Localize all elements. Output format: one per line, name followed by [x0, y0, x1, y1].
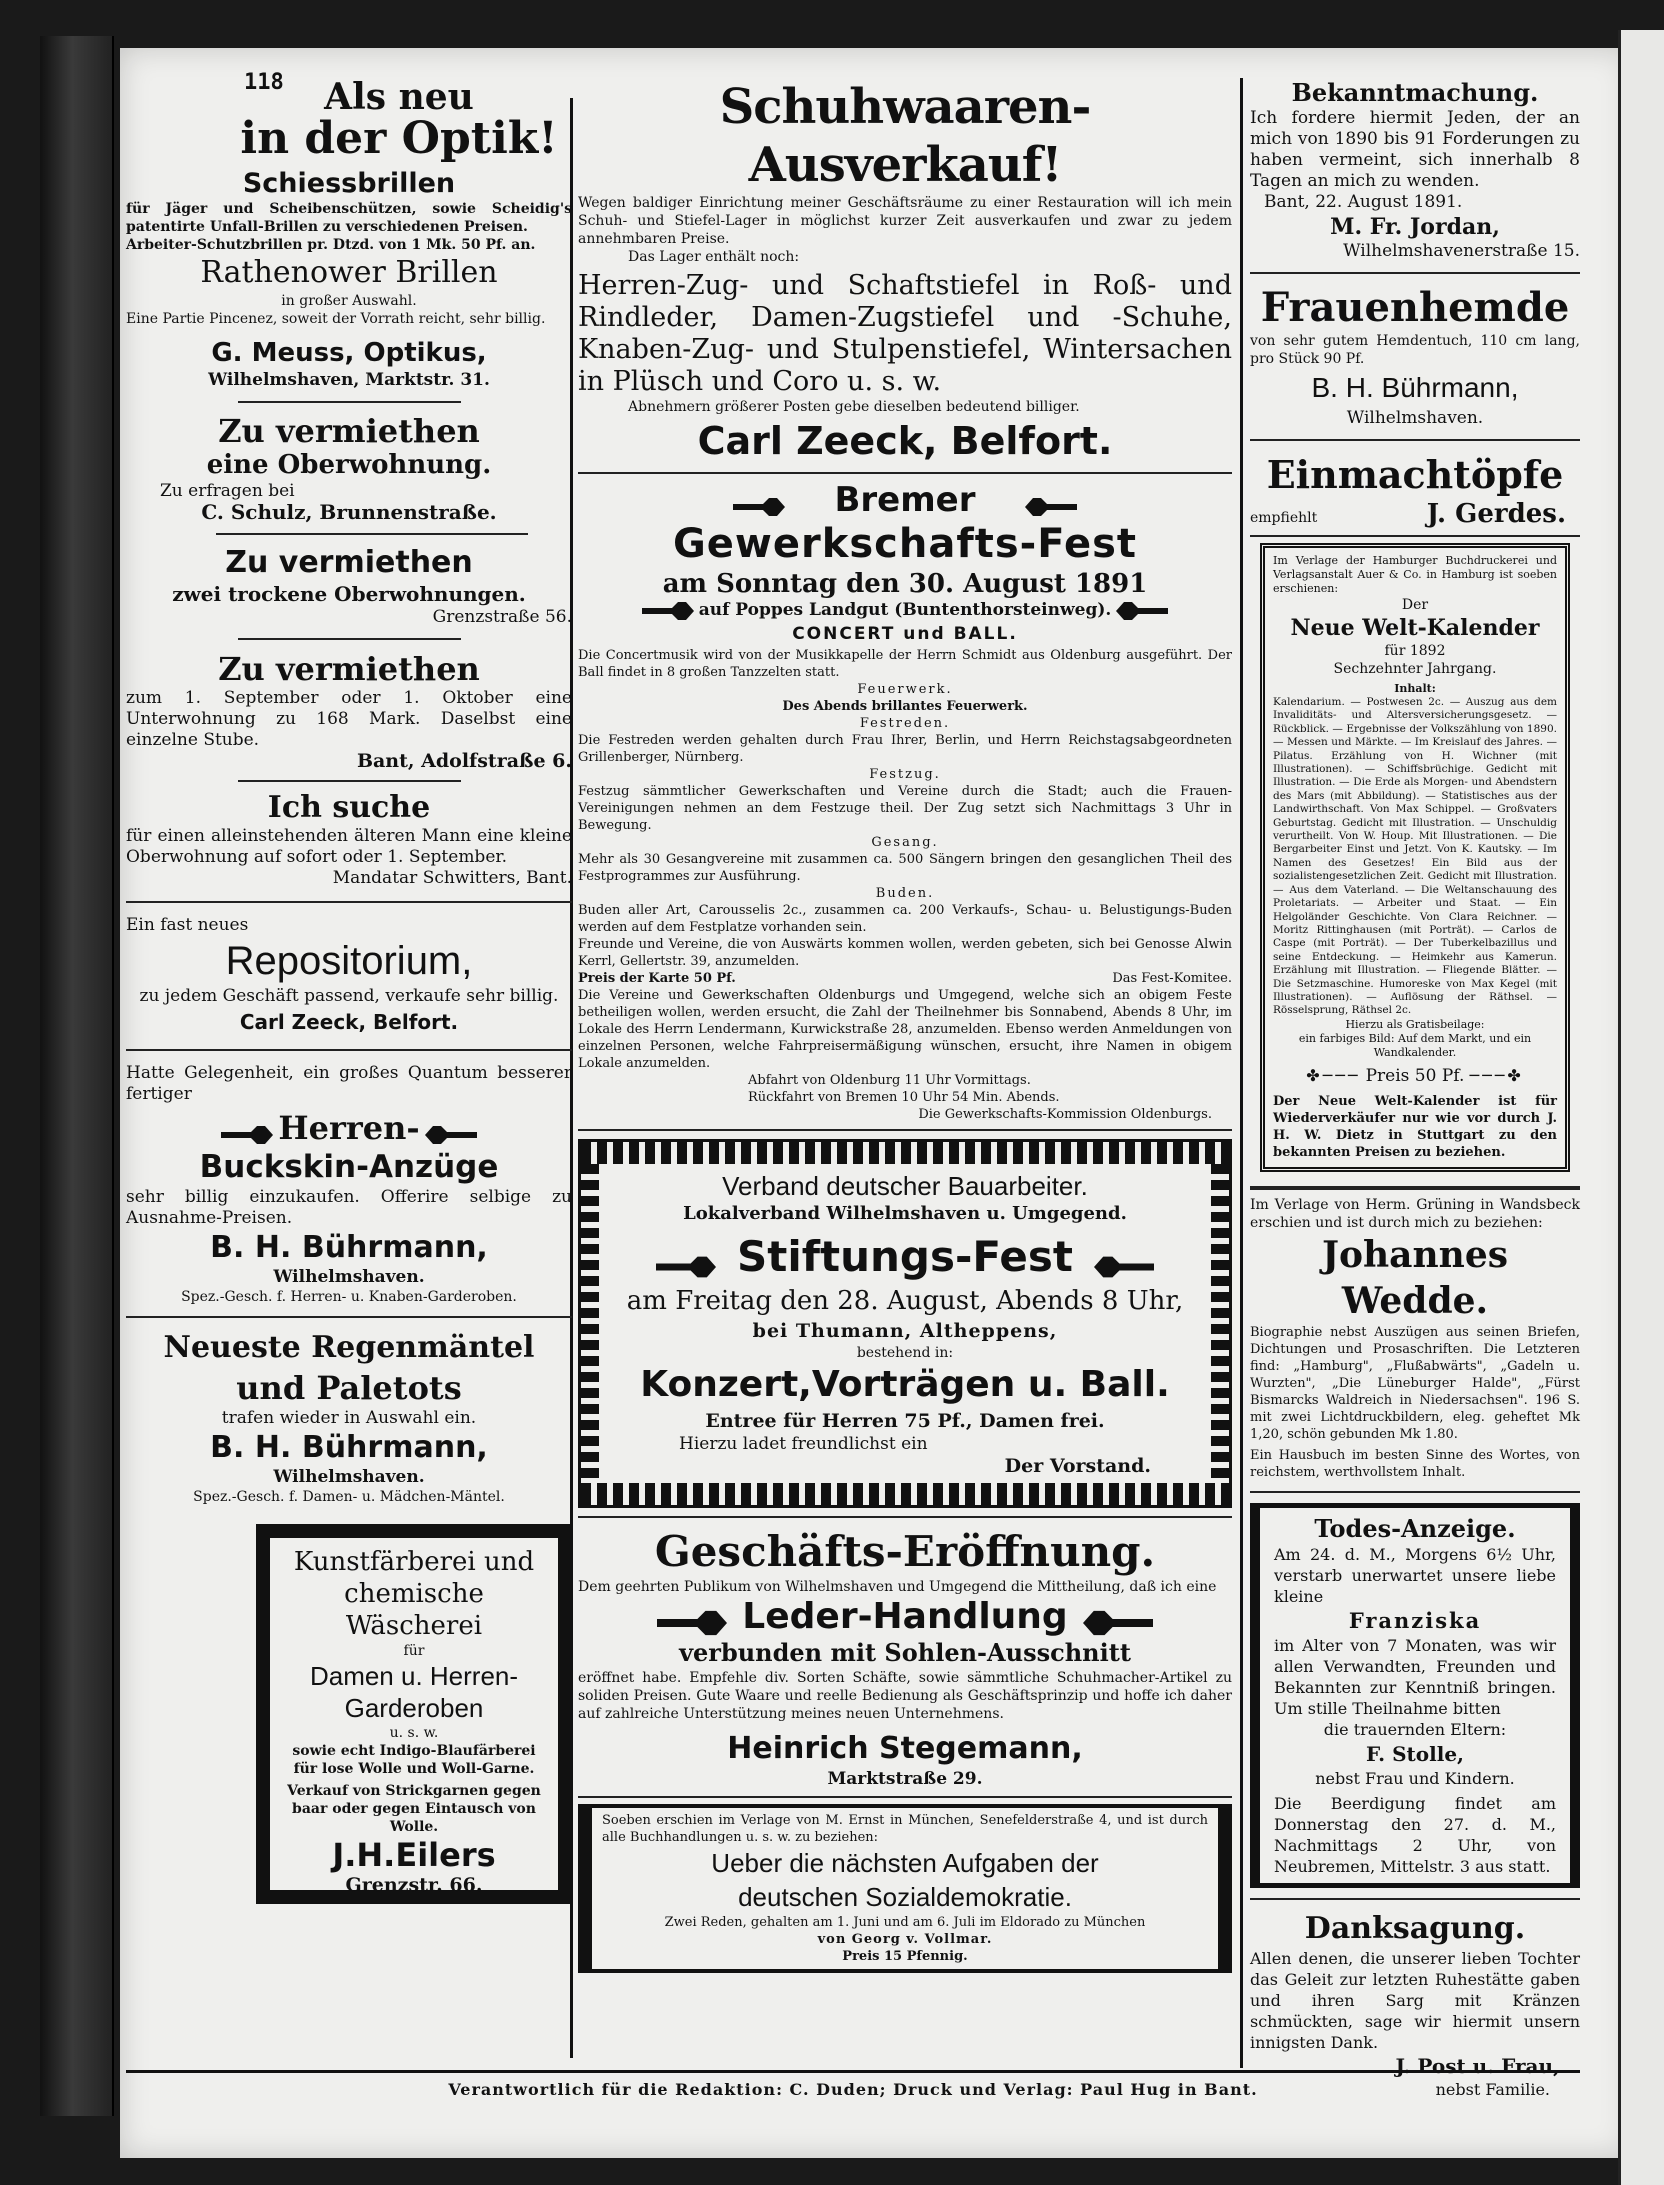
ad-eilers-text1: sowie echt Indigo-Blaufärberei für lose Wolle und Woll-Garne.: [292, 1743, 536, 1777]
pointing-hand-right-icon: [642, 602, 694, 620]
ad-eilers-addr: Grenzstr. 66.: [345, 1874, 483, 1896]
ad-eilers-text2: Verkauf von Strickgarnen gegen baar oder gegen Eintausch von Wolle.: [287, 1783, 541, 1835]
ad-dank-family: nebst Familie.: [1435, 2079, 1550, 2099]
ad-bekannt-text: Ich fordere hiermit Jeden, der an mich von 1890 bis 91 Forderungen zu haben vermeint, sich innerhalb 8 Tagen an mich zu wenden.: [1250, 108, 1580, 191]
ornamental-border-top: [581, 1142, 1229, 1164]
ad-todes-title: Todes-Anzeige.: [1314, 1513, 1516, 1543]
divider: [1250, 535, 1580, 537]
ad-eroeffnung-big: Leder-Handlung: [742, 1595, 1068, 1637]
pointing-hand-left-icon: [1116, 602, 1168, 620]
pointing-hand-left-icon: [1083, 1610, 1153, 1636]
ad-suche-text: für einen alleinstehenden älteren Mann eine kleine Oberwohnung auf sofort oder 1. September.: [126, 826, 572, 867]
ad-einmacht-title: Einmachtöpfe: [1266, 452, 1564, 497]
ad-kalender-text2: Der Neue Welt-Kalender ist für Wiederverkäufer nur wie vor durch J. H. W. Dietz in Stuttgart zu den bekannten Preisen zu beziehen.: [1273, 1093, 1557, 1160]
ad-schuh-big: Herren-Zug- und Schaftstiefel in Roß- und Rindleder, Damen-Zugstiefel und -Schuhe, Knaben-Zug- und Stulpenstiefel, Wintersachen in Plüsch und Coro u. s. w.: [578, 270, 1232, 397]
divider: [1250, 1898, 1580, 1900]
ad-wedde-text3: Ein Hausbuch im besten Sinne des Wortes, von reichstem, werthvollstem Inhalt.: [1250, 1447, 1580, 1480]
ad-schuh-firm: Carl Zeeck, Belfort.: [697, 419, 1113, 463]
ad-buckskin-city: Wilhelmshaven.: [273, 1267, 425, 1287]
ad-stiftung-invite: Hierzu ladet freundlichst ein: [679, 1433, 928, 1454]
ad-todes-text1: Am 24. d. M., Morgens 6½ Uhr, verstarb unerwartet unsere liebe kleine: [1274, 1544, 1556, 1606]
pointing-hand-right-icon: [729, 498, 789, 516]
ad-vollmar-title2: deutschen Sozialdemokratie.: [738, 1881, 1072, 1912]
ad-eilers-firm: J.H.Eilers: [332, 1836, 496, 1874]
ad-todes-box: [1250, 1503, 1580, 1888]
ad-dank-text: Allen denen, die unserer lieben Tochter das Geleit zur letzten Ruhestätte gaben und ihren Sarg mit Kränzen schmückten, sage wir hiermit unsern innigsten Dank.: [1250, 1948, 1580, 2052]
ad-frauenhemde-firm: B. H. Bührmann,: [1311, 372, 1519, 403]
ad-buckskin-title-row: [126, 1109, 572, 1147]
ad-frauenhemde-text: von sehr gutem Hemdentuch, 110 cm lang, pro Stück 90 Pf.: [1250, 333, 1580, 367]
ad-kalender-box: [1260, 543, 1570, 1172]
ad-fest-h-gesang: Gesang.: [871, 835, 939, 850]
ad-todes-family: nebst Frau und Kindern.: [1315, 1768, 1515, 1788]
ad-stiftung-lokal: Lokalverband Wilhelmshaven u. Umgegend.: [683, 1203, 1127, 1224]
pointing-hand-right-icon: [221, 1126, 273, 1144]
ad-todes-text3: Die Beerdigung findet am Donnerstag den 27. d. M., Nachmittags 2 Uhr, von Neubremen, Mittelstr. 3 aus statt.: [1274, 1793, 1556, 1876]
ad-buckskin-title2: Buckskin-Anzüge: [199, 1149, 499, 1185]
divider: [578, 1129, 1232, 1131]
divider: [578, 1516, 1232, 1518]
divider: [578, 1796, 1232, 1798]
ad-optik-text1: für Jäger und Scheibenschützen, sowie Scheidig's patentirte Unfall-Brillen zu verschiedenen Preisen.: [126, 201, 572, 235]
divider: [1250, 1491, 1580, 1493]
ad-fest-komitee: Das Fest-Komitee.: [1112, 971, 1232, 986]
ad-vermiethen1-title: Zu vermiethen: [218, 412, 480, 450]
column-left: [126, 78, 572, 2068]
column-middle: [578, 78, 1232, 2068]
ad-schuh-text3: Abnehmern größerer Posten gebe dieselben bedeutend billiger.: [628, 399, 1080, 415]
ad-frauenhemde-title: Frauenhemde: [1260, 284, 1570, 331]
ad-kalender-year: für 1892: [1384, 643, 1446, 659]
ad-vermiethen2-addr: Grenzstraße 56.: [432, 607, 572, 627]
ad-repositorium-text: zu jedem Geschäft passend, verkaufe sehr billig.: [139, 986, 559, 1006]
divider: [126, 901, 572, 903]
ad-regen-city: Wilhelmshaven.: [273, 1467, 425, 1487]
ad-regen-title2: und Paletots: [236, 1369, 462, 1407]
pointing-hand-left-icon: [1094, 1250, 1154, 1284]
divider: [126, 1049, 572, 1051]
ad-schuh-text2: Das Lager enthält noch:: [628, 249, 800, 265]
ad-fest-t-freunde: Freunde und Vereine, die von Auswärts kommen wollen, werden gebeten, sich bei Genosse Alwin Kerrl, Gellertstr. 39, anzumelden.: [578, 937, 1232, 969]
ad-vollmar-author: von Georg v. Vollmar.: [817, 1931, 993, 1947]
ad-eroeffnung-title: Geschäfts-Eröffnung.: [654, 1526, 1156, 1576]
ad-buckskin-text1: Hatte Gelegenheit, ein großes Quantum besserer fertiger: [126, 1063, 572, 1104]
ad-buckskin-text2: sehr billig einzukaufen. Offerire selbige zu Ausnahme-Preisen.: [126, 1187, 572, 1228]
ad-stiftung-title-row: [609, 1232, 1201, 1284]
ad-fest-h-buden: Buden.: [875, 886, 935, 901]
ad-repositorium-sign: Carl Zeeck, Belfort.: [239, 1010, 459, 1034]
ad-vermiethen2-title: Zu vermiethen: [225, 545, 473, 580]
ad-eroeffnung-firm: Heinrich Stegemann,: [727, 1730, 1083, 1766]
ad-optik-title2: in der Optik!: [240, 113, 558, 164]
ad-optik-title1: Als neu: [324, 76, 474, 118]
ad-vollmar-box: [578, 1804, 1232, 1973]
ad-todes-name: Franziska: [1348, 1607, 1482, 1633]
ad-buckskin-title1: Herren-: [278, 1109, 420, 1147]
ad-kalender-price-row: [1273, 1066, 1557, 1087]
ad-eilers-title1: Kunstfärberei und: [293, 1547, 535, 1577]
ad-vermiethen2-sub: zwei trockene Oberwohnungen.: [172, 582, 526, 606]
ad-optik: [226, 78, 572, 162]
ad-suche-title: Ich suche: [267, 790, 431, 825]
ad-kalender-beilage: ein farbiges Bild: Auf dem Markt, und ein Wandkalender.: [1298, 1031, 1532, 1059]
ad-repositorium-pre: Ein fast neues: [126, 915, 249, 935]
ad-optik-addr: Wilhelmshaven, Marktstr. 31.: [208, 370, 490, 390]
ad-stiftung-place: bei Thumann, Altheppens,: [752, 1319, 1058, 1342]
ad-fest-title-row: [578, 480, 1232, 520]
ad-einmacht-row: [1250, 499, 1580, 529]
column-right: [1250, 78, 1580, 2099]
ad-eroeffnung-addr: Marktstraße 29.: [827, 1768, 983, 1789]
ad-fest-preis-row: [578, 970, 1232, 987]
ad-dank-title: Danksagung.: [1304, 1910, 1526, 1946]
ad-optik-text2: Arbeiter-Schutzbrillen pr. Dtzd. von 1 Mk. 50 Pf. an.: [126, 237, 536, 253]
divider: [216, 533, 528, 535]
book-spine: [40, 36, 114, 2116]
ad-todes-eltern: die trauernden Eltern:: [1323, 1719, 1507, 1739]
ad-stiftung-bestehend: bestehend in:: [856, 1344, 954, 1361]
ad-kalender-inhalt: Inhalt:: [1394, 682, 1436, 695]
ad-vollmar-price: Preis 15 Pfennig.: [842, 1948, 968, 1964]
ad-dank-sign: J. Post u. Frau,: [1395, 2053, 1560, 2078]
ad-eilers-title3: Damen u. Herren-: [309, 1661, 519, 1691]
ad-fest-t-concert: Die Concertmusik wird von der Musikkapelle der Herrn Schmidt aus Oldenburg ausgeführt. Der Ball findet in 8 großen Tanzzelten statt.: [578, 648, 1232, 680]
ad-kalender-text1: Im Verlage der Hamburger Buchdruckerei und Verlagsanstalt Auer & Co. in Hamburg ist soeben erschienen:: [1273, 554, 1557, 595]
ad-vollmar-text1: Soeben erschien im Verlage von M. Ernst in München, Senefelderstraße 4, und ist durch alle Buchhandlungen u. s. w. zu beziehen:: [602, 1812, 1208, 1845]
ad-eilers-box: [256, 1524, 572, 1904]
ad-regen-title1: Neueste Regenmäntel: [163, 1330, 535, 1365]
ad-fest-t-buden: Buden aller Art, Carousselis 2c., zusammen ca. 200 Verkaufs-, Schau- u. Belustigungs-Buden werden auf dem Festplatze vorhanden sein.: [578, 903, 1232, 935]
ad-vermiethen1-name: C. Schulz, Brunnenstraße.: [201, 500, 497, 524]
ad-suche-sign: Mandatar Schwitters, Bant.: [332, 868, 572, 888]
divider: [126, 1316, 572, 1318]
ad-fest-title2: Gewerkschafts-Fest: [672, 521, 1138, 567]
ad-fest-date: am Sonntag den 30. August 1891: [662, 569, 1148, 599]
ad-kalender-jahrgang: Sechzehnter Jahrgang.: [1333, 661, 1497, 677]
ornamental-border-right: [1211, 1164, 1229, 1483]
ad-bekannt-date: Bant, 22. August 1891.: [1264, 192, 1463, 212]
ad-optik-sub: Schiessbrillen: [242, 168, 456, 199]
ad-vermiethen3-addr: Bant, Adolfstraße 6.: [356, 750, 572, 772]
page-number: 118: [244, 70, 284, 95]
pointing-hand-right-icon: [656, 1250, 716, 1284]
ad-bekannt-title: Bekanntmachung.: [1291, 78, 1539, 107]
pointing-hand-right-icon: [657, 1610, 727, 1636]
ad-fest-kommission: Die Gewerkschafts-Kommission Oldenburgs.: [918, 1107, 1212, 1122]
ad-wedde-title: Johannes Wedde.: [1321, 1233, 1509, 1322]
ad-repositorium-title: Repositorium,: [225, 939, 473, 983]
ad-fest-t-gesang: Mehr als 30 Gesangvereine mit zusammen ca. 500 Sängern bringen den gesanglichen Theil des Festprogrammes zur Ausführung.: [578, 852, 1232, 884]
ad-vollmar-text2: Zwei Reden, gehalten am 1. Juni und am 6. Juli im Eldorado zu München: [664, 1914, 1146, 1930]
divider: [1250, 1186, 1580, 1190]
divider: [1250, 272, 1580, 274]
ad-schuh-title: Schuhwaaren-Ausverkauf!: [719, 79, 1091, 193]
ad-fest-abfahrt: Abfahrt von Oldenburg 11 Uhr Vormittags.: [748, 1073, 1031, 1088]
ad-regen-spec: Spez.-Gesch. f. Damen- u. Mädchen-Mäntel.: [193, 1489, 505, 1505]
footer-imprint: Verantwortlich für die Redaktion: C. Duden; Druck und Verlag: Paul Hug in Bant.: [448, 2080, 1258, 2099]
ad-optik-firm: G. Meuss, Optikus,: [211, 338, 487, 368]
ad-eroeffnung-text1: Dem geehrten Publikum von Wilhelmshaven und Umgegend die Mittheilung, daß ich eine: [578, 1578, 1217, 1595]
ad-eilers-usw: u. s. w.: [389, 1725, 439, 1741]
ad-frauenhemde-city: Wilhelmshaven.: [1346, 408, 1484, 428]
ad-stiftung-box: [578, 1139, 1232, 1508]
ad-kalender-price: Preis 50 Pf.: [1365, 1065, 1465, 1086]
ad-fest-rueckfahrt: Rückfahrt von Bremen 10 Uhr 54 Min. Abends.: [748, 1090, 1060, 1105]
ad-kalender-der: Der: [1401, 597, 1429, 613]
ad-vollmar-title1: Ueber die nächsten Aufgaben der: [711, 1847, 1099, 1878]
ad-kalender-content: Kalendarium. — Postwesen 2c. — Auszug aus dem Invaliditäts- und Altersversicherungsgesetz. — Rückblick. — Ergebnisse der Volkszählung von 1890. — Messen und Märkte. — Im Kreislauf des Jahres. — Pilatus. Erzählung von H. Wichner (mit Illustrationen). — Schiffsbrüchige. Gedicht mit Illustration. — Die Erde als Morgen- und Abendstern des Mars (mit Abbildung). — Statistisches aus der Landwirthschaft. Von Max Schippel. — Großvaters Geburtstag. Gedicht mit Illustration. — Unschuldig verurtheilt. Von W. Houp. Mit Illustrationen. — Die Bergarbeiter Einst und Jetzt. Von K. Kautsky. — Im Namen des Gesetzes! Ein Bild aus der sozialistengesetzlichen Zeit. Gedicht mit Illustration. — Aus dem Vaterland. — Die Weltanschauung des Proletariats. — Arbeiter und Staat. — Ein Helgoländer Geschichte. Von Clara Reichner. — Moritz Rittinghausen (mit Porträt). — Carlos de Caspe (mit Porträt). — Der Tuberkelbazillus und seine Entdeckung. — Heimkehr aus Kamerun. Erzählung mit Illustration. — Fliegende Blätter. — Die Setzmaschine. Humoreske von Max Kegel (mit Illustrationen). — Auflösung der Räthsel. — Rösselsprung, Räthsel 2c.: [1273, 696, 1557, 1017]
column-rule-right: [1240, 78, 1243, 2068]
ad-regen-text: trafen wieder in Auswahl ein.: [221, 1408, 477, 1428]
divider: [238, 638, 461, 640]
ad-optik-heading2: Rathenower Brillen: [200, 255, 498, 290]
ad-stiftung-entree: Entree für Herren 75 Pf., Damen frei.: [705, 1409, 1105, 1432]
ad-vermiethen3-title: Zu vermiethen: [218, 650, 480, 688]
ad-regen-firm: B. H. Bührmann,: [210, 1430, 488, 1465]
ad-stiftung-title: Stiftungs-Fest: [737, 1232, 1073, 1281]
ornamental-border-left: [581, 1164, 599, 1483]
divider: [238, 401, 461, 403]
pointing-hand-left-icon: [425, 1126, 477, 1144]
ad-fest-h-zug: Festzug.: [869, 767, 941, 782]
ad-fest-preis: Preis der Karte 50 Pf.: [578, 971, 736, 986]
ad-wedde-text2: Biographie nebst Auszügen aus seinen Briefen, Dichtungen und Prosaschriften. Die Letzteren find: „Hamburg", „Flußabwärts", „Gadeln u. Wurzten", „Die Lüneburger Halde", „Fürst Bismarcks Waldreich in Niedersachsen". 196 S. mit zwei Lichtdruckbildern, eleg. geheftet Mk 1,20, schön gebunden Mk 1.80.: [1250, 1324, 1580, 1442]
divider: [578, 472, 1232, 474]
ad-wedde-text1: Im Verlage von Herm. Grüning in Wandsbeck erschien und ist durch mich zu beziehen:: [1250, 1196, 1580, 1231]
ad-eroeffnung-sub: verbunden mit Sohlen-Ausschnitt: [679, 1637, 1131, 1667]
footer-rule: [126, 2070, 1580, 2073]
ad-vermiethen1-text: Zu erfragen bei: [160, 481, 295, 501]
ad-kalender-gratis: Hierzu als Gratisbeilage:: [1345, 1017, 1485, 1031]
ad-stiftung-inner: [599, 1164, 1211, 1483]
ad-fest-t-reden: Die Festreden werden gehalten durch Frau Ihrer, Berlin, und Herrn Reichstagsabgeordneten Grillenberger, Nürnberg.: [578, 733, 1232, 765]
ad-eilers-fuer: für: [403, 1643, 425, 1659]
ad-todes-sign: F. Stolle,: [1365, 1741, 1465, 1766]
ad-vermiethen1-sub: eine Oberwohnung.: [206, 450, 492, 480]
ad-bekannt-addr: Wilhelmshavenerstraße 15.: [1343, 241, 1580, 261]
ad-einmacht-firm: J. Gerdes.: [1426, 499, 1566, 529]
ad-buckskin-spec: Spez.-Gesch. f. Herren- u. Knaben-Garderoben.: [181, 1289, 517, 1305]
ad-todes-text2: im Alter von 7 Monaten, was wir allen Verwandten, Freunden und Bekannten zur Kenntniß bringen. Um stille Theilnahme bitten: [1274, 1635, 1556, 1718]
ad-fest-t-feuer: Des Abends brillantes Feuerwerk.: [782, 699, 1028, 714]
ad-fest-title1: Bremer: [834, 480, 976, 520]
ad-fest-h-feuer: Feuerwerk.: [857, 682, 953, 697]
ad-fest-t-oldenburg: Die Vereine und Gewerkschaften Oldenburgs und Umgegend, welche sich an obigem Feste betheiligen wollen, werden ersucht, die Zahl der Theilnehmer bis Sonnabend, Abends 8 Uhr, im Lokale des Herrn Lendermann, Kurwickstraße 28, anzumelden. Ebenso werden Anmeldungen von einzelnen Personen, welche Fahrpreisermäßigung wünschen, ersucht, ihre Namen in obigem Lokale anzumelden.: [578, 988, 1232, 1071]
ad-fest-t-zug: Festzug sämmtlicher Gewerkschaften und Vereine durch die Stadt; auch die Frauen-Vereinigungen nehmen an dem Festzuge theil. Der Zug setzt sich Nachmittags 3 Uhr in Bewegung.: [578, 784, 1232, 833]
ornamental-border-bottom: [581, 1483, 1229, 1505]
ad-eilers-title2: chemische Wäscherei: [344, 1579, 484, 1641]
ad-fest-h-reden: Festreden.: [859, 716, 951, 731]
ad-bekannt-name: M. Fr. Jordan,: [1330, 214, 1500, 240]
ad-fest-place: auf Poppes Landgut (Buntenthorsteinweg).: [698, 600, 1112, 620]
ad-stiftung-program: Konzert,Vorträgen u. Ball.: [640, 1363, 1170, 1405]
ad-stiftung-date: am Freitag den 28. August, Abends 8 Uhr,: [626, 1285, 1184, 1316]
ad-stiftung-verband: Verband deutscher Bauarbeiter.: [722, 1171, 1088, 1201]
ad-kalender-title: Neue Welt-Kalender: [1290, 615, 1540, 641]
ad-eilers-title4: Garderoben: [344, 1693, 484, 1723]
divider: [1250, 439, 1580, 441]
ad-vermiethen3-text: zum 1. September oder 1. Oktober eine Unterwohnung zu 168 Mark. Daselbst eine einzelne Stube.: [126, 688, 572, 750]
ad-stiftung-sign: Der Vorstand.: [1004, 1454, 1151, 1477]
ad-fest-concert: CONCERT und BALL.: [792, 624, 1018, 644]
ad-fest-place-row: [578, 600, 1232, 621]
ad-optik-text4: Eine Partie Pincenez, soweit der Vorrath reicht, sehr billig.: [126, 311, 546, 327]
ad-eroeffnung-text2: eröffnet habe. Empfehle div. Sorten Schäfte, sowie sämmtliche Schuhmacher-Artikel zu soliden Preisen. Gute Waare und reelle Bedienung als Geschäftsprinzip und hoffe ich daher auf zahlreiche Unterstützung meines neuen Unternehmens.: [578, 1669, 1232, 1722]
pointing-hand-left-icon: [1021, 498, 1081, 516]
divider: [238, 780, 461, 782]
ad-schuh-text1: Wegen baldiger Einrichtung meiner Geschäftsräume zu einer Restauration will ich mein Schuh- und Stiefel-Lager in möglichst kurzer Zeit ausverkaufen und zwar zu jedem annehmbaren Preise.: [578, 195, 1232, 247]
ad-buckskin-firm: B. H. Bührmann,: [210, 1230, 488, 1265]
ad-optik-text3: in großer Auswahl.: [281, 293, 417, 309]
ornament-icon: ✤───: [1306, 1065, 1361, 1085]
ad-eroeffnung-big-row: [578, 1596, 1232, 1637]
ornament-icon: ───✤: [1469, 1065, 1524, 1085]
ad-einmacht-pre: empfiehlt: [1250, 510, 1318, 526]
facing-page-edge: [1618, 30, 1664, 2185]
